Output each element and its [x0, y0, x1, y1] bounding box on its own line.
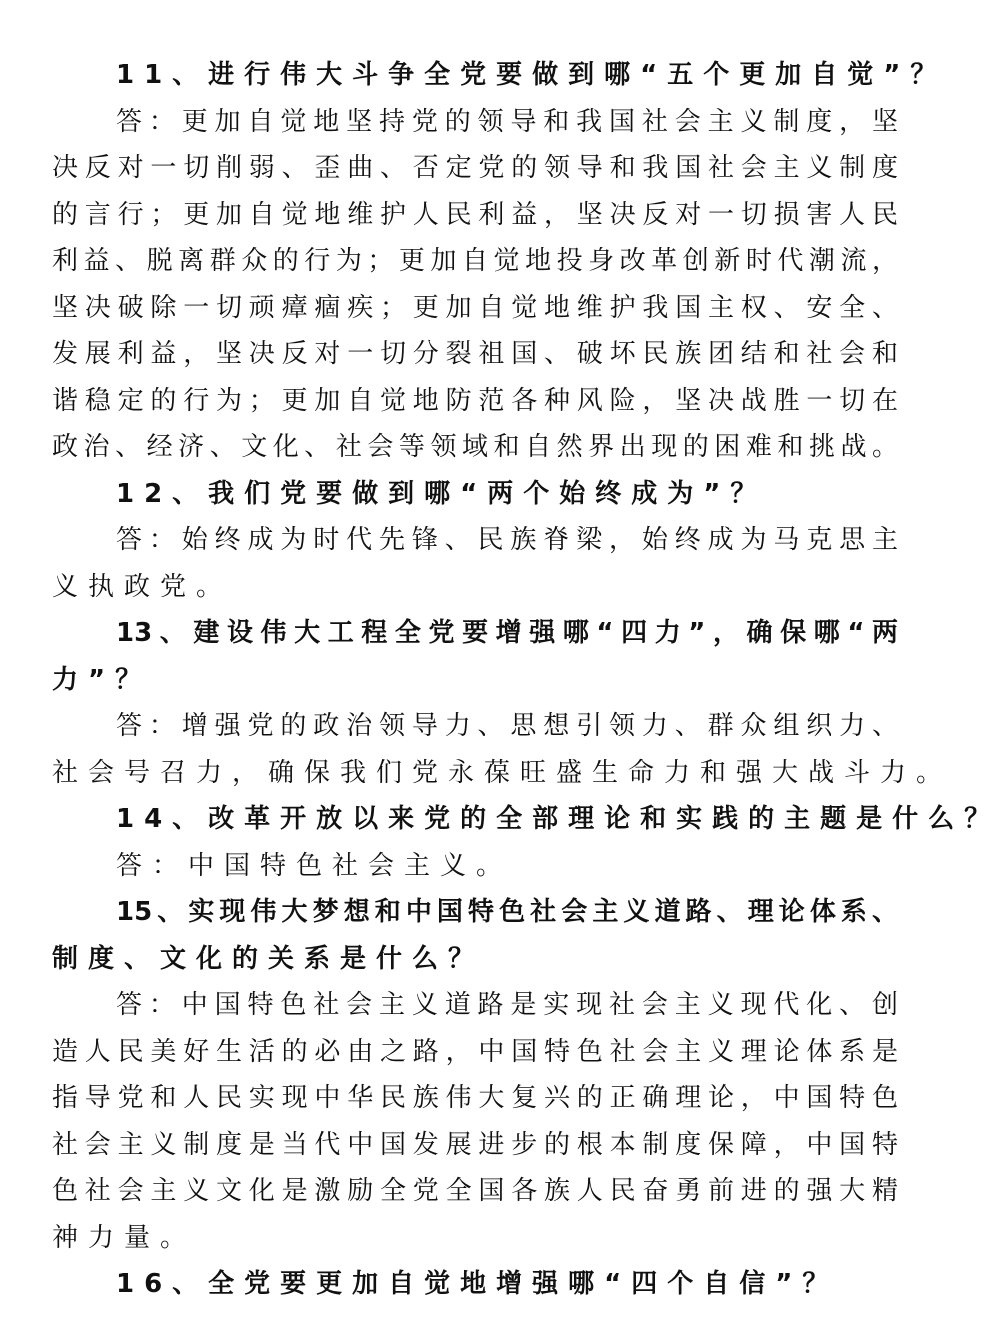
question-15-line-1: 15、实现伟大梦想和中国特色社会主义道路、理论体系、 — [116, 897, 898, 927]
answer-15-line-4: 社会主义制度是当代中国发展进步的根本制度保障，中国特 — [52, 1129, 898, 1160]
answer-15-line-3: 指导党和人民实现中华民族伟大复兴的正确理论，中国特色 — [52, 1083, 898, 1113]
answer-11-line-4: 利益、脱离群众的行为；更加自觉地投身改革创新时代潮流， — [52, 246, 898, 276]
answer-14: 答：中国特色社会主义。 — [116, 850, 513, 881]
answer-11-line-7: 谐稳定的行为；更加自觉地防范各种风险，坚决战胜一切在 — [52, 385, 898, 416]
question-15-line-2: 制度、文化的关系是什么？ — [52, 943, 485, 974]
answer-12-line-2: 义执政党。 — [52, 571, 233, 602]
question-16: 16、全党要更加自觉地增强哪“四个自信”？ — [116, 1269, 839, 1299]
answer-15-line-5: 色社会主义文化是激励全党全国各族人民奋勇前进的强大精 — [52, 1176, 898, 1206]
answer-12-line-1: 答：始终成为时代先锋、民族脊梁，始终成为马克思主 — [116, 525, 898, 555]
answer-13-line-1: 答：增强党的政治领导力、思想引领力、群众组织力、 — [116, 711, 898, 741]
answer-11-line-5: 坚决破除一切顽瘴痼疾；更加自觉地维护我国主权、安全、 — [52, 292, 898, 323]
question-14: 14、改革开放以来党的全部理论和实践的主题是什么？ — [116, 804, 1000, 834]
answer-13-line-2: 社会号召力，确保我们党永葆旺盛生命力和强大战斗力。 — [52, 757, 953, 788]
question-12: 12、我们党要做到哪“两个始终成为”？ — [116, 478, 767, 509]
answer-15-line-6: 神力量。 — [52, 1222, 197, 1253]
answer-11-line-1: 答：更加自觉地坚持党的领导和我国社会主义制度，坚 — [116, 106, 898, 137]
document-page — [52, 52, 1000, 1308]
question-13-line-2: 力”？ — [52, 664, 152, 695]
answer-15-line-2: 造人民美好生活的必由之路，中国特色社会主义理论体系是 — [52, 1036, 898, 1067]
answer-11-line-6: 发展利益，坚决反对一切分裂祖国、破坏民族团结和社会和 — [52, 339, 898, 369]
question-13-line-1: 13、建设伟大工程全党要增强哪“四力”，确保哪“两 — [116, 618, 898, 648]
answer-11-line-8: 政治、经济、文化、社会等领域和自然界出现的困难和挑战。 — [52, 432, 898, 462]
answer-11-line-2: 决反对一切削弱、歪曲、否定党的领导和我国社会主义制度 — [52, 153, 898, 183]
question-11: 11、进行伟大斗争全党要做到哪“五个更加自觉”？ — [116, 60, 947, 90]
answer-11-line-3: 的言行；更加自觉地维护人民利益，坚决反对一切损害人民 — [52, 199, 898, 230]
answer-15-line-1: 答：中国特色社会主义道路是实现社会主义现代化、创 — [116, 990, 898, 1020]
